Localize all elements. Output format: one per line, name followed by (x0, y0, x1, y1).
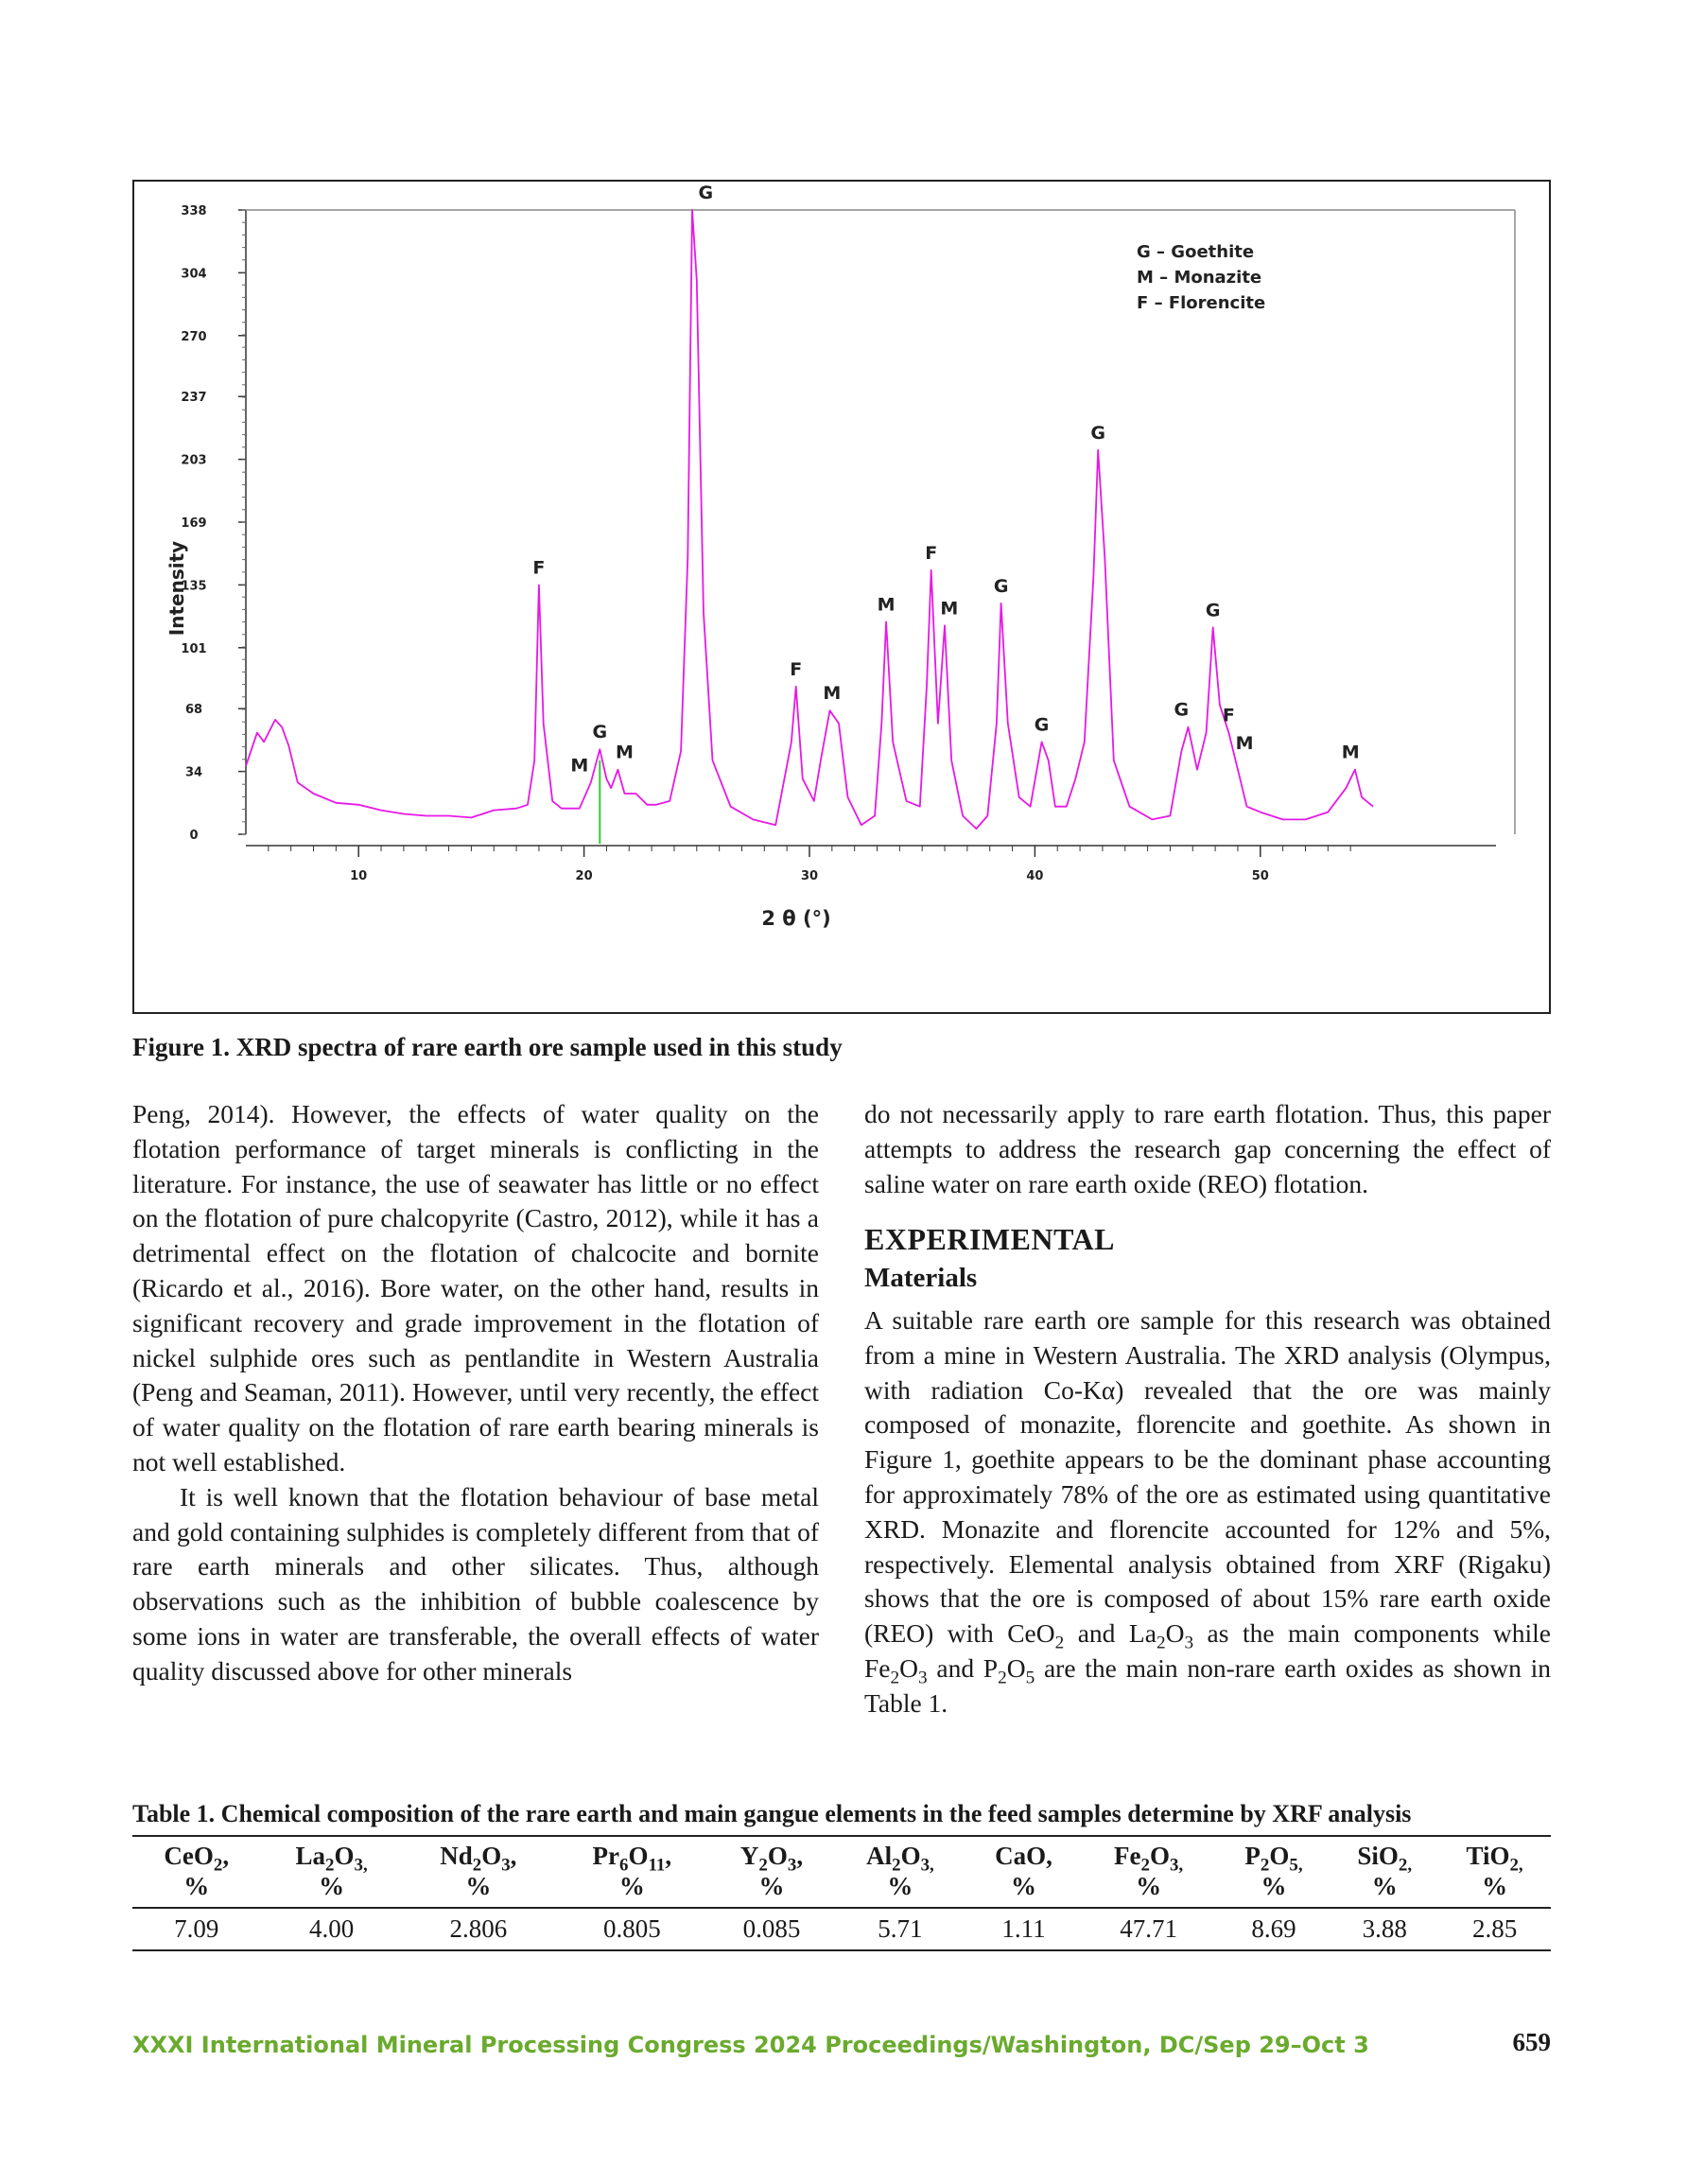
y-tick-label-9: 304 (181, 267, 207, 282)
table-header-3: $Pr_6O_{11}$, % (554, 1836, 710, 1908)
figure-caption: Figure 1. XRD spectra of rare earth ore sample used in this study (132, 1033, 843, 1061)
table-header-9: SiO$_{2,}$ % (1330, 1836, 1438, 1908)
table-header-1: $La_2O_{3,}$ % (261, 1836, 403, 1908)
x-tick-label-1: 20 (575, 869, 593, 883)
peak-label-14: G (1205, 600, 1221, 621)
x-tick-label-4: 50 (1251, 869, 1269, 883)
section-heading: EXPERIMENTAL (864, 1222, 1115, 1257)
table-header-7: $Fe_2O_{3,}$ % (1080, 1836, 1216, 1908)
right-column (864, 1097, 1551, 1721)
y-tick-label-4: 135 (181, 579, 207, 594)
peak-label-17: M (1341, 742, 1360, 763)
legend-entry-2: F – Florencite (1137, 293, 1266, 313)
table-header-10: TiO$_{2,}$ % (1438, 1836, 1551, 1908)
right-paragraph-1: do not necessarily apply to rare earth flotation. Thus, this paper attempts to address the research gap concerning the effect of saline water on rare earth oxide (REO) flotation. (864, 1099, 1551, 1198)
x-tick-label-0: 10 (350, 869, 368, 883)
table-cell-7: 47.71 (1080, 1908, 1216, 1950)
table-cell-2: 2.806 (403, 1908, 554, 1950)
y-axis-label: Intensity (165, 540, 188, 637)
table-header-2: $Nd_2O_3$, % (403, 1836, 554, 1908)
page-number: 659 (1512, 2028, 1551, 2056)
y-tick-label-2: 68 (184, 703, 203, 718)
x-axis-label: 2 θ (°) (761, 907, 831, 930)
table-cell-0: 7.09 (132, 1908, 261, 1950)
peak-label-12: G (1090, 422, 1105, 444)
y-tick-label-6: 203 (181, 453, 207, 468)
y-tick-label-5: 169 (181, 516, 207, 531)
table-header-4: $Y_2O_3$, % (710, 1836, 834, 1908)
peak-label-13: G (1174, 699, 1190, 721)
subsection-heading: Materials (864, 1263, 978, 1294)
table-cell-10: 2.85 (1438, 1908, 1551, 1950)
y-tick-label-8: 270 (181, 329, 207, 344)
peak-label-15: F (1222, 705, 1235, 726)
peak-label-5: F (790, 658, 803, 680)
table-header-5: $Al_2O_{3,}$ % (833, 1836, 966, 1908)
peak-label-1: M (570, 755, 589, 777)
table-cell-6: 1.11 (967, 1908, 1081, 1950)
footer-conference: XXXI International Mineral Processing Congress 2024 Proceedings/Washington, DC/Sep 29–Oct 3 (132, 2032, 1369, 2058)
table-cell-3: 0.805 (554, 1908, 710, 1950)
y-tick-label-7: 237 (181, 391, 207, 406)
peak-label-2: G (592, 722, 608, 743)
peak-label-11: G (1034, 714, 1050, 736)
legend-entry-1: M – Monazite (1137, 268, 1262, 288)
table-cell-9: 3.88 (1330, 1908, 1438, 1950)
peak-label-7: M (877, 594, 896, 616)
xrd-chart (134, 182, 1549, 1012)
peak-label-4: G (698, 183, 714, 203)
figure-frame (132, 180, 1551, 1014)
peak-label-0: F (532, 557, 546, 579)
peak-label-9: M (940, 598, 959, 620)
table-row (132, 1908, 1551, 1950)
composition-table (132, 1835, 1551, 1951)
peak-label-10: G (993, 575, 1009, 597)
table-cell-5: 5.71 (833, 1908, 966, 1950)
y-tick-label-3: 101 (181, 641, 207, 656)
legend-entry-0: G – Goethite (1137, 242, 1255, 262)
y-tick-label-1: 34 (184, 765, 203, 780)
table-caption: Table 1. Chemical composition of the rare earth and main gangue elements in the feed samples determine by XRF analysis (132, 1800, 1412, 1827)
x-tick-label-3: 40 (1026, 869, 1044, 883)
peak-label-6: M (823, 683, 842, 705)
left-paragraph-1: Peng, 2014). However, the effects of water quality on the flotation performance of target minerals is conflicting in the literature. For instance, the use of seawater has little or no effect on the flotation of pure chalcopyrite (Castro, 2012), while it has a detrimental effect on the flotation of chalcocite and bornite (Ricardo et al., 2016). Bore water, on the other hand, results in significant recovery and grade improvement in the flotation of nickel sulphide ores such as pentlandite in Western Australia (Peng and Seaman, 2011). However, until very recently, the effect of water quality on the flotation of rare earth bearing minerals is not well established. (132, 1099, 819, 1476)
table-header-6: CaO, % (967, 1836, 1081, 1908)
left-column (132, 1097, 819, 1689)
table-cell-8: 8.69 (1217, 1908, 1331, 1950)
x-tick-label-2: 30 (800, 869, 819, 883)
peak-label-8: F (925, 542, 938, 564)
table-header-row (132, 1836, 1551, 1908)
y-tick-label-10: 338 (181, 204, 207, 218)
peak-label-3: M (616, 742, 634, 763)
table-cell-4: 0.085 (710, 1908, 834, 1950)
peak-label-16: M (1235, 732, 1254, 754)
table-cell-1: 4.00 (261, 1908, 403, 1950)
chart-legend (1137, 242, 1265, 313)
y-tick-label-0: 0 (189, 829, 199, 843)
right-paragraph-2: A suitable rare earth ore sample for this research was obtained from a mine in Western Australia. The XRD analysis (Olympus, with radiation Co-Kα) revealed that the ore was mainly composed of monazite, florencite and goethite. As shown in Figure 1, goethite appears to be the dominant phase accounting for approximately 78% of the ore as estimated using quantitative XRD. Monazite and florencite accounted for 12% and 5%, respectively. Elemental analysis obtained from XRF (Rigaku) shows that the ore is composed of about 15% rare earth oxide (REO) with CeO$_2$ and $La_2O_3$ as the main components while $Fe_2O_3$ and $P_2O_5$ are the main non-rare earth oxides as shown in Table 1. (864, 1304, 1552, 1718)
table-header-0: CeO$_2$, % (132, 1836, 261, 1908)
table-header-8: $P_2O_{5,}$ % (1217, 1836, 1331, 1908)
axis-labels (165, 541, 831, 930)
left-paragraph-2: It is well known that the flotation behaviour of base metal and gold containing sulphides is completely different from that of rare earth minerals and other silicates. Thus, although observations such as the inhibition of bubble coalescence by some ions in water are transferable, the overall effects of water quality discussed above for other minerals (132, 1481, 819, 1686)
